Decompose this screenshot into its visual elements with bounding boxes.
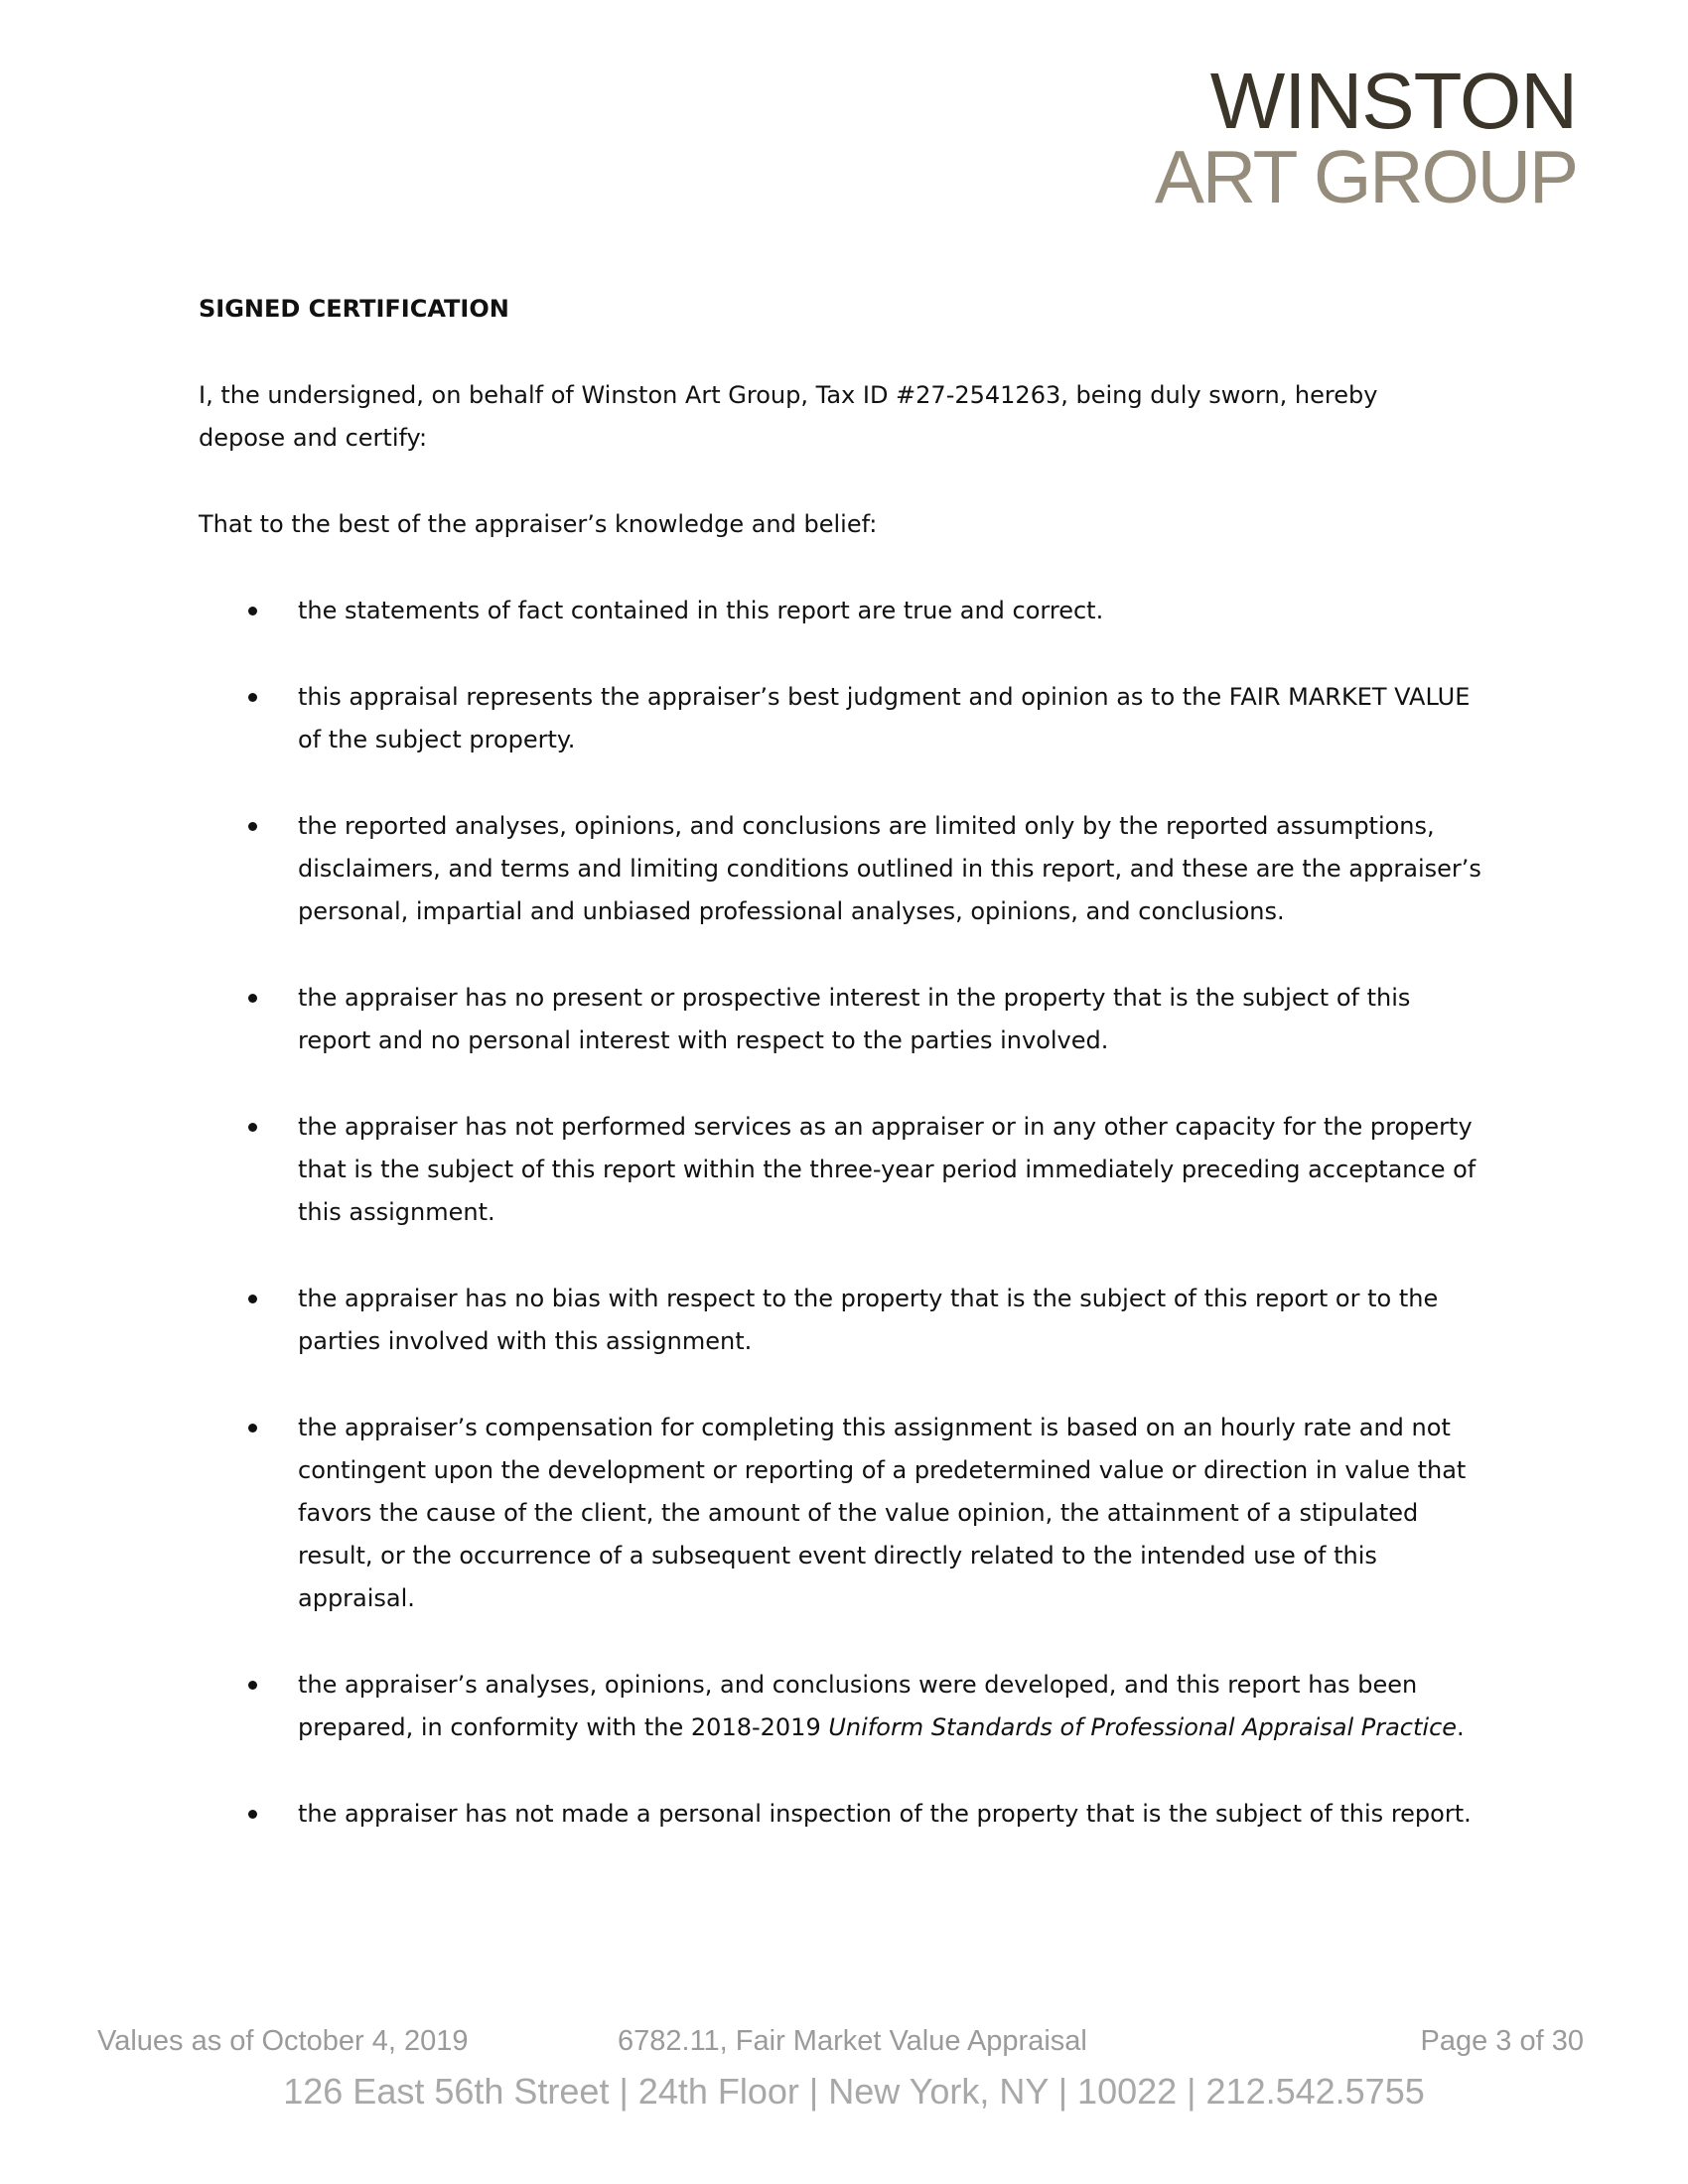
list-item [199, 1106, 1489, 1234]
footer-page-number: Page 3 of 30 [1420, 2025, 1584, 2057]
list-item-text: the appraiser has not performed services as an appraiser or in any other capacity for the property that is the subject of this report within the three-year period immediately preceding acceptance of this assignment. [298, 1113, 1477, 1226]
logo-line-art-group: ART GROUP [1154, 135, 1577, 218]
list-item [199, 1793, 1489, 1836]
intro-paragraph: I, the undersigned, on behalf of Winston Art Group, Tax ID #27-2541263, being duly sworn, hereby depose and certify: [199, 381, 1378, 452]
bullet-icon [248, 1295, 257, 1303]
footer-values-date: Values as of October 4, 2019 [97, 2025, 469, 2057]
list-item [199, 676, 1489, 761]
bullet-icon [248, 607, 257, 615]
list-item-text: the appraiser has no bias with respect to the property that is the subject of this report or to the parties involved with this assignment. [298, 1285, 1439, 1355]
bullet-icon [248, 693, 257, 702]
bullet-icon [248, 822, 257, 831]
list-item [199, 1664, 1489, 1749]
list-item [199, 1407, 1489, 1620]
list-item-text: the appraiser’s compensation for completing this assignment is based on an hourly rate and not contingent upon the development or reporting of a predetermined value or direction in value that favors the cause of the client, the amount of the value opinion, the attainment of a stipulated result, or the occurrence of a subsequent event directly related to the intended use of this appraisal. [298, 1414, 1467, 1612]
bullet-icon [248, 1123, 257, 1132]
lead-paragraph: That to the best of the appraiser’s knowledge and belief: [199, 510, 878, 538]
footer-report-title: 6782.11, Fair Market Value Appraisal [618, 2025, 1087, 2057]
footer-info-row [0, 2025, 1688, 2065]
bullet-icon [248, 994, 257, 1003]
uspap-text-after: . [1457, 1713, 1465, 1741]
page-footer [0, 2025, 1688, 2113]
list-item-text: the appraiser has no present or prospective interest in the property that is the subject of this report and no personal interest with respect to the parties involved. [298, 984, 1411, 1054]
logo-line-winston: WINSTON [1209, 57, 1577, 145]
bullet-icon [248, 1424, 257, 1433]
list-item [199, 590, 1489, 632]
list-item-text: this appraisal represents the appraiser’s best judgment and opinion as to the FAIR MARKET VALUE of the subject property. [298, 683, 1471, 753]
bullet-icon [248, 1681, 257, 1690]
list-item-text-uspap [298, 1671, 1465, 1741]
uspap-title: Uniform Standards of Professional Appraisal Practice [828, 1713, 1458, 1741]
certification-list [199, 590, 1489, 1836]
list-item [199, 805, 1489, 933]
section-heading: SIGNED CERTIFICATION [199, 295, 509, 323]
list-item-text: the appraiser has not made a personal inspection of the property that is the subject of this report. [298, 1800, 1472, 1828]
bullet-icon [248, 1810, 257, 1819]
footer-address: 126 East 56th Street | 24th Floor | New York, NY | 10022 | 212.542.5755 [283, 2071, 1425, 2112]
list-item [199, 1278, 1489, 1363]
uspap-text-before: the appraiser’s analyses, opinions, and conclusions were developed, and this report has been prepared, in conformity with the 2018-2019 [298, 1671, 1418, 1741]
list-item-text: the statements of fact contained in this report are true and correct. [298, 597, 1104, 624]
document-body [199, 288, 1489, 1879]
company-logo [1154, 57, 1577, 218]
list-item-text: the reported analyses, opinions, and conclusions are limited only by the reported assumptions, disclaimers, and terms and limiting conditions outlined in this report, and these are the appraiser’s personal, impartial and unbiased professional analyses, opinions, and conclusions. [298, 812, 1481, 925]
list-item [199, 977, 1489, 1062]
